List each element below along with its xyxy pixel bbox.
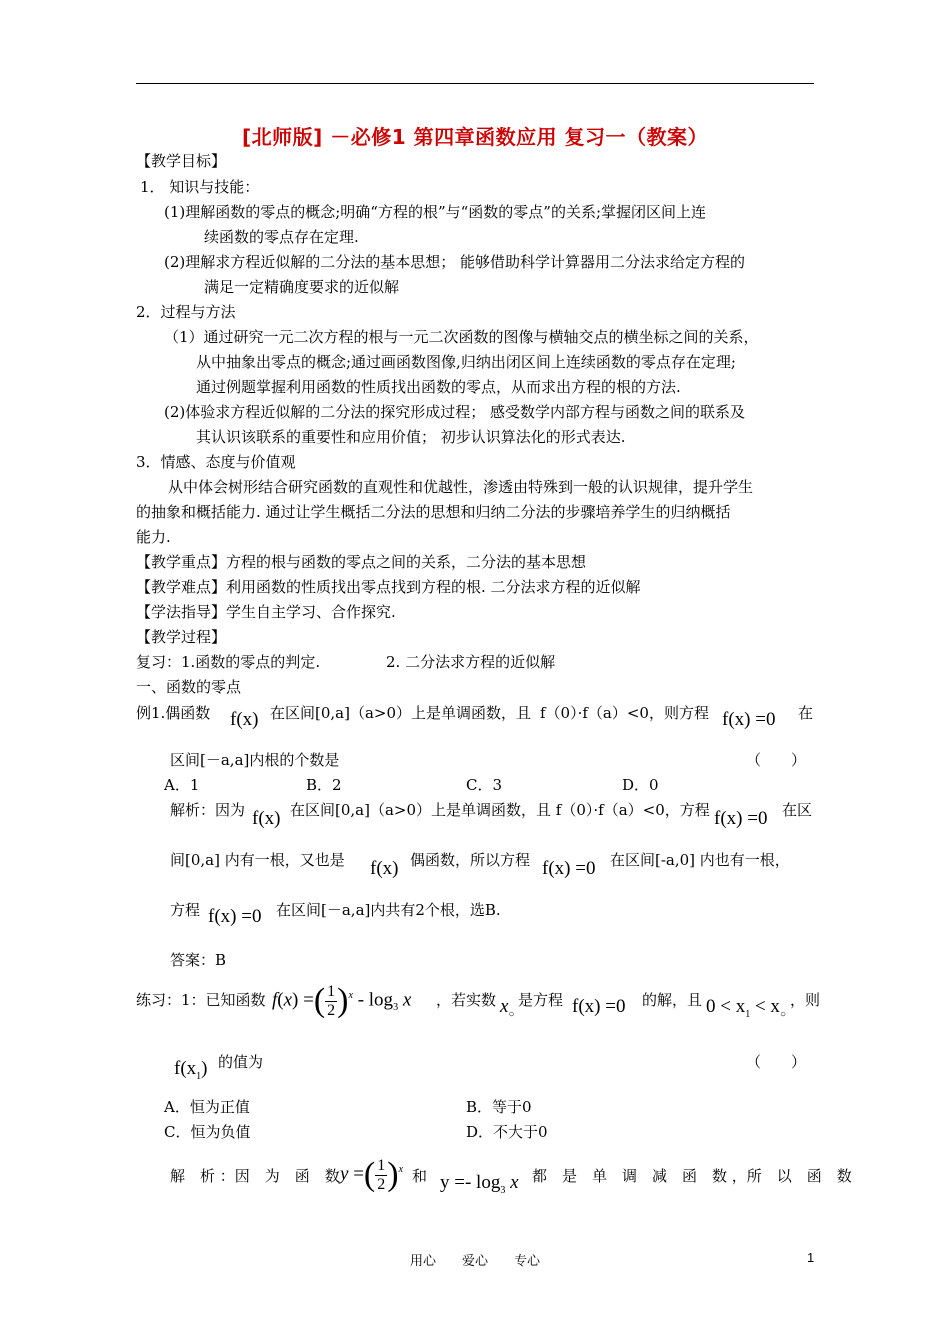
solution-text: 偶函数，所以方程 xyxy=(410,851,531,869)
solution-text: 都 是 单 调 减 函 数 ，所 以 函 数 xyxy=(532,1167,852,1185)
answer-blank: （ ） xyxy=(746,1053,807,1071)
choice-c: C．恒为负值 xyxy=(164,1123,251,1141)
text-line: 的值为 xyxy=(218,1053,264,1071)
text-line: 3．情感、态度与价值观 xyxy=(136,453,296,471)
text-line: 【教学难点】利用函数的性质找出零点找到方程的根. 二分法求方程的近似解 xyxy=(136,578,641,596)
solution-text: 解 析 ：因 为 函 数 xyxy=(170,1167,340,1185)
text-line: ，则 xyxy=(790,991,821,1009)
page-number: 1 xyxy=(807,1250,815,1265)
text-line: 【教学目标】 xyxy=(136,152,227,170)
text-line: (2)理解求方程近似解的二分法的基本思想； 能够借助科学计算器用二分法求给定方程的 xyxy=(164,253,746,271)
text-line: 的解，且 xyxy=(642,991,703,1009)
solution-text: 在区间[－a,a]内共有2个根，选B. xyxy=(276,901,501,919)
text-line: 【教学重点】方程的根与函数的零点之间的关系，二分法的基本思想 xyxy=(136,553,587,571)
solution-text: 在区间[0,a]（a>0）上是单调函数，且 f（0）·f（a）<0，方程 xyxy=(290,801,710,819)
choice-b: B．等于0 xyxy=(466,1098,532,1116)
text-line: 在 xyxy=(798,704,814,722)
text-line: 能力. xyxy=(136,528,171,546)
example-label: 例1.偶函数 xyxy=(136,704,211,722)
text-line: 满足一定精确度要求的近似解 xyxy=(204,278,400,296)
text-line: 一、函数的零点 xyxy=(136,678,242,696)
text-line: 其认识该联系的重要性和应用价值； 初步认识算法化的形式表达. xyxy=(196,428,626,446)
choice-a: A．1 xyxy=(164,776,200,794)
text-line: 通过例题掌握利用函数的性质找出函数的零点，从而求出方程的根的方法. xyxy=(196,378,681,396)
math-function-definition: f(x) =( $\frac{1}{2}$ )$^x - \log_3 x$ xyxy=(272,982,412,1019)
text-line: 是方程 xyxy=(518,991,564,1009)
solution-text: 间[0,a] 内有一根，又也是 xyxy=(170,851,345,869)
math-y-function: y =( $\frac{1}{2}$ )$^x$ xyxy=(340,1156,404,1193)
text-line: 从中抽象出零点的概念;通过画函数图像,归纳出闭区间上连续函数的零点存在定理; xyxy=(196,353,736,371)
math-fx: f(x) xyxy=(252,808,281,829)
text-line: 2. 二分法求方程的近似解 xyxy=(386,653,556,671)
text-line: 【教学过程】 xyxy=(136,628,227,646)
text-line: 续函数的零点存在定理. xyxy=(204,228,359,246)
math-equation: f(x) =0 xyxy=(208,906,262,927)
math-fx: f(x) xyxy=(230,709,259,730)
solution-text: 方程 xyxy=(170,901,201,919)
text-line: 的抽象和概括能力. 通过让学生概括二分法的思想和归纳二分法的步骤培养学生的归纳概括 xyxy=(136,503,731,521)
solution-text: 解析：因为 xyxy=(170,801,246,819)
text-line: 从中体会树形结合研究函数的直观性和优越性，渗透由特殊到一般的认识规律，提升学生 xyxy=(168,478,754,496)
choice-a: A．恒为正值 xyxy=(164,1098,250,1116)
math-equation: f(x) =0 xyxy=(714,808,768,829)
choice-d: D．不大于0 xyxy=(466,1123,548,1141)
math-inequality: $0 < x_1 < x_○$ xyxy=(706,996,786,1020)
math-y-log: $y =- \log_3 x$ xyxy=(440,1172,519,1196)
text-line: （1）通过研究一元二次方程的根与一元二次函数的图像与横轴交点的横坐标之间的关系， xyxy=(164,328,759,346)
text-line: 【学法指导】学生自主学习、合作探究. xyxy=(136,603,396,621)
text-line: (1)理解函数的零点的概念;明确“方程的根”与“函数的零点”的关系;掌握闭区间上连 xyxy=(164,203,707,221)
header-rule xyxy=(136,83,814,84)
choice-c: C．3 xyxy=(466,776,503,794)
text-line: 在区间[0,a]（a>0）上是单调函数，且 xyxy=(270,704,532,722)
math-x0: $x_○$ xyxy=(500,996,515,1020)
choice-b: B．2 xyxy=(306,776,342,794)
text-line: f（0）·f（a）<0，则方程 xyxy=(540,704,709,722)
text-line: ，若实数 xyxy=(436,991,497,1009)
math-equation: f(x) =0 xyxy=(722,709,776,730)
answer-text: 答案：B xyxy=(170,951,227,969)
choice-d: D．0 xyxy=(622,776,659,794)
page-title: [北师版] －必修1 第四章函数应用 复习一（教案） xyxy=(241,125,709,149)
solution-text: 在区间[-a,0] 内也有一根， xyxy=(610,851,790,869)
footer-text: 用心 爱心 专心 xyxy=(409,1254,540,1269)
math-equation: f(x) =0 xyxy=(572,996,626,1017)
answer-blank: （ ） xyxy=(746,751,807,769)
solution-text: 在区 xyxy=(782,801,813,819)
math-fx: f(x) xyxy=(370,858,399,879)
text-line: 复习：1.函数的零点的判定. xyxy=(136,653,321,671)
text-line: 区间[－a,a]内根的个数是 xyxy=(170,751,340,769)
text-line: (2)体验求方程近似解的二分法的探究形成过程； 感受数学内部方程与函数之间的联系及 xyxy=(164,403,746,421)
text-line: 2．过程与方法 xyxy=(136,303,236,321)
solution-text: 和 xyxy=(412,1167,428,1185)
text-line: 1． 知识与技能： xyxy=(140,178,260,196)
math-fx1: $f(x_1)$ xyxy=(174,1058,208,1082)
practice-label: 练习：1：已知函数 xyxy=(136,991,266,1009)
math-equation: f(x) =0 xyxy=(542,858,596,879)
